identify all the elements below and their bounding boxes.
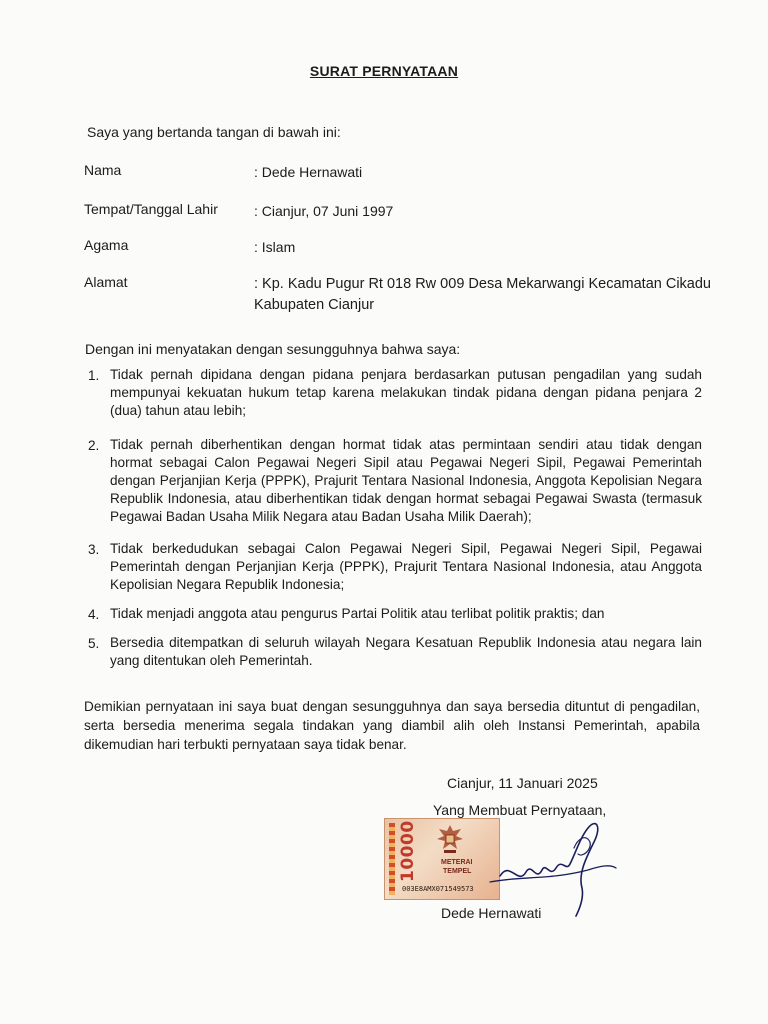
item-number: 3. <box>88 542 100 557</box>
field-value: : Cianjur, 07 Juni 1997 <box>254 203 394 219</box>
closing-paragraph: Demikian pernyataan ini saya buat dengan sesungguhnya dan saya bersedia dituntut di pengadilan, serta bersedia menerima segala tindakan yang diambil alih oleh Instansi Pemerintah, apabila dikemudian hari terbukti pernyataan saya tidak benar. <box>84 699 700 752</box>
item-number: 4. <box>88 607 100 622</box>
maker-label: Yang Membuat Pernyataan, <box>433 802 607 818</box>
stamp-label-1: METERAI <box>441 859 473 866</box>
garuda-emblem-icon <box>435 823 465 857</box>
item-text: Tidak berkedudukan sebagai Calon Pegawai Negeri Sipil, Pegawai Negeri Sipil, Pegawai Pemerintah dengan Perjanjian Kerja (PPPK), Prajurit Tentara Nasional Indonesia, atau Anggota Kepolisian Negara Republik Indonesia; <box>110 541 702 592</box>
intro-text: Saya yang bertanda tangan di bawah ini: <box>87 124 341 140</box>
field-label: Alamat <box>84 274 128 290</box>
item-number: 5. <box>88 636 100 651</box>
list-item <box>82 605 702 623</box>
list-item <box>82 366 702 420</box>
field-label: Tempat/Tanggal Lahir <box>84 201 218 217</box>
item-text: Tidak pernah dipidana dengan pidana penjara berdasarkan putusan pengadilan yang sudah mempunyai kekuatan hukum tetap karena melakukan tindak pidana dengan pidana penjara 2 (dua) tahun atau lebih; <box>110 367 702 418</box>
declaration-intro: Dengan ini menyatakan dengan sesungguhnya bahwa saya: <box>85 341 461 357</box>
list-item <box>82 634 702 670</box>
list-item <box>82 540 702 594</box>
field-value: : Kp. Kadu Pugur Rt 018 Rw 009 Desa Mekarwangi Kecamatan Cikadu Kabupaten Cianjur <box>254 276 711 313</box>
item-text: Bersedia ditempatkan di seluruh wilayah Negara Kesatuan Republik Indonesia atau negara lain yang ditentukan oleh Pemerintah. <box>110 635 702 668</box>
place-date: Cianjur, 11 Januari 2025 <box>447 775 598 791</box>
field-value: : Dede Hernawati <box>254 164 363 180</box>
item-number: 2. <box>88 438 100 453</box>
field-label: Agama <box>84 237 129 253</box>
field-label: Nama <box>84 162 122 178</box>
item-text: Tidak menjadi anggota atau pengurus Partai Politik atau terlibat politik praktis; dan <box>110 606 605 621</box>
stamp-serial: 003E8AMX071549573 <box>402 885 474 893</box>
signer-name: Dede Hernawati <box>441 905 542 921</box>
item-text: Tidak pernah diberhentikan dengan hormat tidak atas permintaan sendiri atau tidak dengan hormat sebagai Calon Pegawai Negeri Sipil atau Pegawai Negeri Sipil, Pegawai Pemerintah dengan Perjanjian Kerja (PPPK), Prajurit Tentara Nasional Indonesia, Anggota Kepolisian Negara Republik Indonesia, atau diberhentikan tidak dengan hormat sebagai Pegawai Swasta (termasuk Pegawai Badan Usaha Milik Negara atau Badan Usaha Milik Daerah); <box>110 437 702 524</box>
field-value: : Islam <box>254 239 296 255</box>
declaration-list <box>82 366 702 681</box>
item-number: 1. <box>88 368 100 383</box>
stamp-value: 10000 <box>398 820 418 882</box>
document-title: SURAT PERNYATAAN <box>309 63 459 79</box>
stamp-label-2: TEMPEL <box>443 868 472 875</box>
list-item <box>82 436 702 526</box>
stamp-stripe <box>389 823 395 895</box>
